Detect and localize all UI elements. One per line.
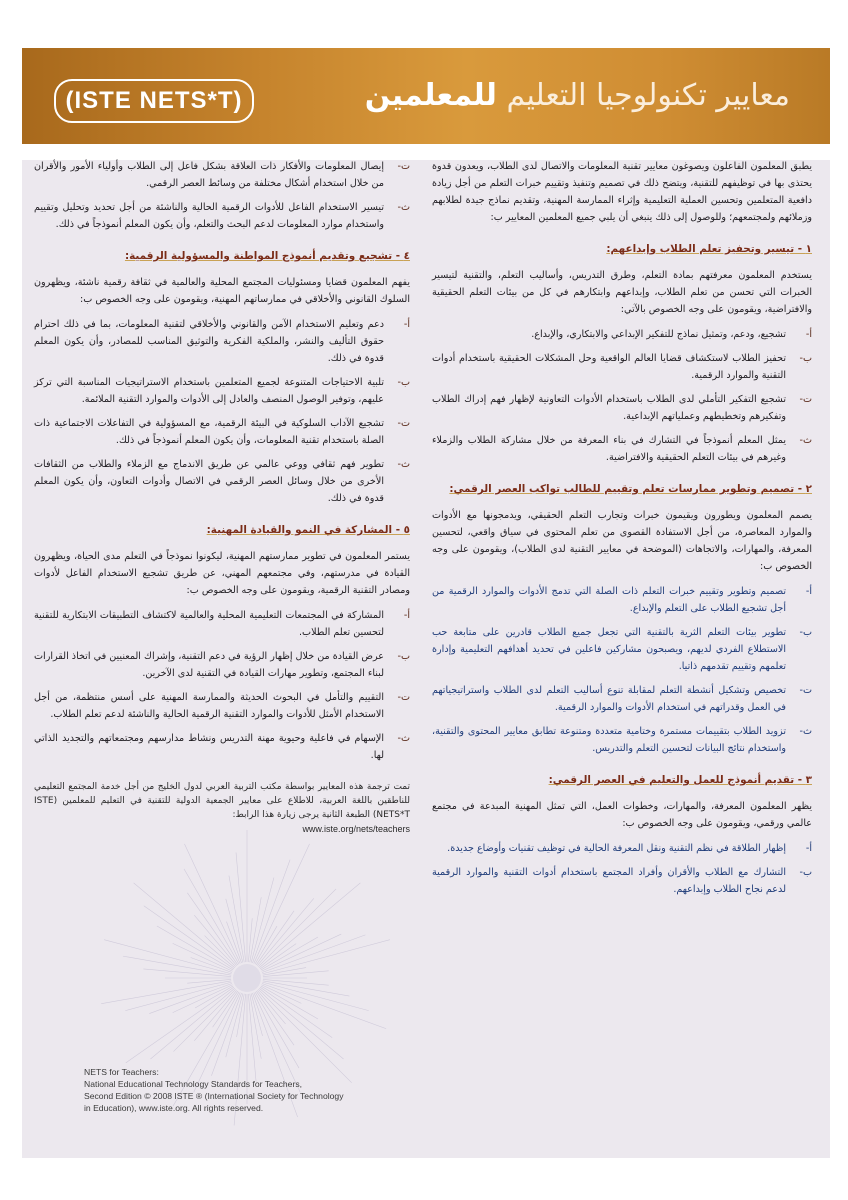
item-letter: ب-: [799, 353, 812, 364]
list-item: [432, 326, 812, 343]
burst-ray: [184, 844, 240, 964]
burst-ray: [134, 883, 235, 968]
burst-ray: [173, 985, 233, 1013]
burst-ray: [251, 878, 274, 963]
section-1: [432, 240, 812, 466]
burst-ray: [255, 992, 299, 1068]
burst-ray: [187, 893, 237, 965]
section-intro: يستخدم المعلمون معرفتهم بمادة التعلم، وطرق التدريس، وأساليب التعلم، والتقنية لتيسير الخبرات التي تحسن من تعلم الطلاب، وإبداعهم وابتكارهم في كل من بيئات التعلم الحقيقية والافتراضية، ويقومون على وجه الخصوص بالآتي:: [432, 270, 812, 315]
section-5: [34, 521, 410, 764]
section-3: [432, 771, 812, 898]
item-letter: ث-: [799, 726, 812, 737]
list-item: [432, 840, 812, 857]
list-item: [432, 864, 812, 898]
list-item: [34, 199, 410, 233]
item-text: تصميم وتطوير وتقييم خبرات التعلم ذات الصلة التي تدمج الأدوات والموارد الرقمية من أجل تشجيع الطلاب على التعلم والإبداع.: [432, 586, 786, 614]
burst-ray: [126, 987, 234, 1063]
item-letter: ث-: [799, 435, 812, 446]
burst-ray: [104, 940, 232, 974]
burst-ray: [258, 889, 336, 967]
item-letter: ت-: [397, 161, 410, 172]
item-text: يمثل المعلم أنموذجاً في التشارك في بناء المعرفة من خلال مشاركة الطلاب والزملاء وغيرهم في بيئات التعلم الحقيقية والافتراضية.: [432, 435, 786, 463]
item-text: دعم وتعليم الاستخدام الآمن والقانوني والأخلاقي لتقنية المعلومات، بما في ذلك احترام حقوق التأليف والنشر، والملكية الفكرية والتوثيق المناسب للمصادر، وأن يكون المعلم قدوة في ذلك.: [34, 319, 384, 364]
section-heading: ٢ - تصميم وتطوير ممارسات تعلم وتقييم للطالب تواكب العصر الرقمي:: [449, 483, 812, 495]
standards-badge: (ISTE NETS*T): [54, 79, 254, 123]
item-text: التشارك مع الطلاب والأقران وأفراد المجتمع باستخدام أدوات التقنية والموارد الرقمية لدعم نجاح الطلاب وإبداعهم.: [432, 867, 786, 895]
item-text: إيصال المعلومات والأفكار ذات العلاقة بشكل فاعل إلى الطلاب وأولياء الأمور والأقران من خلال استخدام أشكال مختلفة من وسائط العصر الرقمي.: [34, 161, 384, 189]
burst-ray: [254, 844, 310, 964]
translation-note-text: تمت ترجمة هذه المعايير بواسطة مكتب التربية العربي لدول الخليج من أجل خدمة المجتمع التعليمي للناطقين باللغة العربية، للاطلاع على معايير الجمعية الدولية للتقنية في التعليم للمعلمين (ISTE NETS*T) الطبعة الثانية يرجى زيارة هذا الرابط:: [34, 782, 410, 820]
item-text: المشاركة في المجتمعات التعليمية المحلية والعالمية لاكتشاف التطبيقات الابتكارية للتقنية لتحسين تعلم الطلاب.: [34, 610, 384, 638]
item-text: تحفيز الطلاب لاستكشاف قضايا العالم الواقعية وحل المشكلات الحقيقية باستخدام أدوات التقنية والموارد الرقمية.: [432, 353, 786, 381]
burst-ray: [262, 985, 302, 1004]
burst-ray: [250, 994, 261, 1059]
burst-ray: [205, 936, 236, 967]
burst-ray: [250, 897, 261, 962]
burst-ray: [262, 934, 342, 971]
list-item: [34, 158, 410, 192]
list-item: [432, 682, 812, 716]
burst-ray: [260, 987, 332, 1037]
list-item: [432, 583, 812, 617]
section-4: [34, 247, 410, 507]
burst-ray: [195, 986, 233, 1008]
item-text: تزويد الطلاب بتقييمات مستمرة وختامية متعددة ومتنوعة تطابق معايير المحتوى والتقنية، واستخدام نتائج البيانات لتحسين التعلم والتدريس.: [432, 726, 786, 754]
list-item: [34, 456, 410, 507]
section-intro: يستمر المعلمون في تطوير ممارستهم المهنية، ليكونوا نموذجاً في التعلم مدى الحياة، ويظهرون القيادة في مدرستهم، وفي مجتمعهم المهني، عن طريق تشجيع الاستخدام الفاعل لأدوات ومصادر التقنية الرقمية، ويقومون على وجه الخصوص ب:: [34, 551, 410, 596]
item-letter: ت-: [799, 394, 812, 405]
section-intro: يظهر المعلمون المعرفة، والمهارات، وخطوات العمل، التي تمثل المهنية المبدعة في مجتمع عالمي ورقمي، ويقومون على وجه الخصوص ب:: [432, 801, 812, 829]
burst-ray: [263, 979, 329, 985]
burst-ray: [226, 899, 243, 963]
burst-ray: [194, 915, 236, 966]
section-heading: ٤ - تشجيع وتقديم أنموذج المواطنة والمسؤولية الرقمية:: [124, 250, 410, 262]
burst-ray: [150, 988, 234, 1059]
burst-ray: [259, 883, 360, 968]
burst-ray: [149, 983, 232, 1013]
right-column: [432, 158, 812, 905]
burst-ray: [262, 982, 368, 1010]
list-item: [432, 723, 812, 757]
credits-line: National Educational Technology Standards for Teachers,: [84, 1079, 303, 1089]
burst-ray: [237, 994, 245, 1037]
item-text: تلبية الاحتياجات المتنوعة لجميع المتعلمين باستخدام الاستراتيجيات المناسبة التي تركز عليهم، وتوفير الوصول المنصف والعادل إلى الأدوات والموارد التقنية الملائمة.: [34, 377, 384, 405]
item-letter: ب-: [397, 651, 410, 662]
list-item: [432, 432, 812, 466]
credits-line: in Education), www.iste.org. All rights reserved.: [84, 1103, 264, 1113]
page-title: [365, 68, 790, 124]
burst-ray: [261, 986, 318, 1019]
burst-ray: [125, 982, 231, 1010]
item-text: عرض القيادة من خلال إظهار الرؤية في دعم التقنية، وإشراك المعنيين في اتخاذ القرارات لبناء المجتمع، وتطوير مهارات القيادة في التقنية لدى الآخرين.: [34, 651, 384, 679]
item-letter: أ-: [403, 319, 410, 330]
burst-ray: [262, 935, 365, 973]
burst-ray: [262, 940, 390, 974]
burst-ray: [191, 957, 232, 972]
burst-ray: [262, 983, 386, 1028]
item-letter: ث-: [397, 733, 410, 744]
burst-ray: [263, 971, 329, 977]
list-item: [432, 624, 812, 675]
burst-ray: [173, 943, 233, 971]
burst-ray: [257, 990, 285, 1024]
item-text: تيسير الاستخدام الفاعل للأدوات الرقمية الحالية والناشئة من أجل تحديد وتحليل وتقييم واستخدام موارد المعلومات لدعم البحث والتعلم، وأن يكون المعلم أنموذجاً في ذلك.: [34, 202, 384, 230]
section-heading: ١ - تيسير وتحفيز تعلم الطلاب وإبداعهم:: [606, 243, 812, 255]
item-letter: ت-: [397, 418, 410, 429]
list-item: [34, 730, 410, 764]
item-text: تطوير فهم ثقافي ووعي عالمي عن طريق الاندماج مع الزملاء والطلاب من الثقافات الأخرى من خلال وسائل العصر الرقمي في الاتصال وأدوات التعاون، وأن يكون المعلم قدوة في ذلك.: [34, 459, 384, 504]
burst-ray: [194, 990, 236, 1041]
burst-ray: [251, 993, 262, 1036]
translation-note: [34, 780, 410, 836]
burst-ray: [226, 922, 241, 963]
item-text: تشجيع الآداب السلوكية في البيئة الرقمية، مع المسؤولية في التفاعلات الاجتماعية ذات الصلة باستخدام تقنية المعلومات، وأن يكون المعلم أنموذجاً في ذلك.: [34, 418, 384, 446]
burst-ray: [252, 860, 290, 963]
list-item: [34, 689, 410, 723]
list-item: [432, 350, 812, 384]
list-item: [432, 391, 812, 425]
list-item: [34, 607, 410, 641]
burst-ray: [123, 956, 231, 975]
item-letter: أ-: [805, 843, 812, 854]
list-item: [34, 648, 410, 682]
burst-ray: [256, 991, 294, 1045]
section-2: [432, 480, 812, 757]
burst-ray: [157, 926, 233, 970]
item-letter: ت-: [799, 685, 812, 696]
credits-line: Second Edition © 2008 ISTE ® (International Society for Technology: [84, 1091, 344, 1101]
list-item: [34, 415, 410, 449]
burst-ray: [173, 989, 235, 1051]
item-letter: ث-: [397, 459, 410, 470]
item-letter: ب-: [397, 377, 410, 388]
list-item: [34, 374, 410, 408]
brochure-page: [22, 48, 830, 1158]
burst-ray: [144, 906, 234, 969]
section-intro: يفهم المعلمون قضايا ومسئوليات المجتمع المحلية والعالمية في ثقافة رقمية ناشئة، ويظهرون السلوك القانوني والأخلاقي في ممارساتهم المهنية، ويقومون على وجه الخصوص ب:: [34, 277, 410, 305]
burst-ray: [263, 968, 306, 976]
item-letter: أ-: [403, 610, 410, 621]
intro-paragraph: يطبق المعلمون الفاعلون ويصوغون معايير تقنية المعلومات والاتصال لدى الطلاب، ويعدون قدوة يحتذى بها في توظيفهم للتقنية، ويتضح ذلك في تصميم وتنفيذ وتقييم خبرات التعلم من أجل زيادة دافعية المتعلمين وتحسين العملية التعليمية وإثراء الممارسة المهنية، وتقديم نماذج جيدة لطلابهم وزملائهم ولمجتمعهم؛ وللوصول إلى ذلك ينبغي أن يلبي جميع المعلمين المعايير ب:: [432, 161, 812, 223]
item-text: تشجيع، ودعم، وتمثيل نماذج للتفكير الإبداعي والابتكاري، والإبداع.: [531, 329, 786, 340]
burst-ray: [187, 979, 231, 983]
burst-ray: [143, 969, 231, 977]
left-column: [34, 158, 410, 836]
section-intro: يصمم المعلمون ويطورون ويقيمون خبرات وتجارب التعلم الحقيقي، ويدمجونها مع الأدوات والموارد المعاصرة، من أجل الاستفادة القصوى من تعلم المحتوى في سياق واقعي، لتحسين المعرفة، والمهارات، والاتجاهات (الموضحة في معايير التقنية لدى الطلاب)، ويقومون على وجه الخصوص ب:: [432, 510, 812, 572]
burst-ray: [261, 937, 318, 970]
item-text: إظهار الطلاقة في نظم التقنية ونقل المعرفة الحالية في توظيف تقنيات وأوضاع جديدة.: [447, 843, 786, 854]
section-heading: ٥ - المشاركة في النمو والقيادة المهنية:: [206, 524, 410, 536]
burst-ray: [226, 993, 243, 1057]
copyright-credits: [84, 1066, 344, 1114]
burst-ray: [101, 981, 231, 1004]
burst-ray: [256, 911, 294, 965]
credits-line: NETS for Teachers:: [84, 1067, 159, 1077]
item-text: تخصيص وتشكيل أنشطة التعلم لمقابلة تنوع أساليب التعلم لدى الطلاب واستراتيجياتهم في العمل وقدراتهم في استخدام الأدوات والموارد الرقمية.: [432, 685, 786, 713]
burst-ray: [229, 876, 244, 963]
item-text: الإسهام في فاعلية وحيوية مهنة التدريس ونشاط مدارسهم ومجتمعاتهم والتجديد الذاتي لها.: [34, 733, 384, 761]
item-letter: ث-: [397, 202, 410, 213]
burst-ray: [263, 981, 350, 996]
burst-ray: [248, 918, 252, 962]
item-letter: ت-: [397, 692, 410, 703]
list-item: [34, 316, 410, 367]
burst-ray: [255, 926, 277, 964]
burst-ray: [259, 988, 343, 1059]
burst-ray: [260, 944, 296, 969]
burst-ray: [236, 852, 246, 962]
item-text: تطوير بيئات التعلم الثرية بالتقنية التي تجعل جميع الطلاب قادرين على متابعة حب الاستطلاع الفردي لديهم، ويصبحون مشاركين فاعلين في تحديد أهدافهم التعليمية وإدارة تعلمهم وتقييم تقدمهم ذاتيا.: [432, 627, 786, 672]
item-text: التقييم والتأمل في البحوث الحديثة والممارسة المهنية على أسس منتظمة، من أجل الاستخدام الأمثل للأدوات والموارد التقنية الرقمية الحالية والناشئة لدعم تعلم الطلاب.: [34, 692, 384, 720]
burst-ray: [213, 991, 238, 1027]
standards-link[interactable]: www.iste.org/nets/teachers: [302, 824, 410, 834]
burst-ray: [184, 869, 239, 964]
item-text: تشجيع التفكير التأملي لدى الطلاب باستخدام الأدوات التعاونية لإظهار فهم إدراك الطلاب وتفكيرهم وتخطيطهم وعملياتهم الإبداعية.: [432, 394, 786, 422]
item-letter: أ-: [805, 586, 812, 597]
item-letter: ب-: [799, 867, 812, 878]
burst-ray: [257, 898, 314, 965]
burst-ray: [211, 993, 241, 1076]
page-title-highlight: للمعلمين: [364, 78, 497, 113]
item-letter: أ-: [805, 329, 812, 340]
section-heading: ٣ - تقديم أنموذج للعمل والتعليم في العصر الرقمي:: [548, 774, 812, 786]
page-title-main: معايير تكنولوجيا التعليم: [496, 78, 790, 113]
item-letter: ب-: [799, 627, 812, 638]
